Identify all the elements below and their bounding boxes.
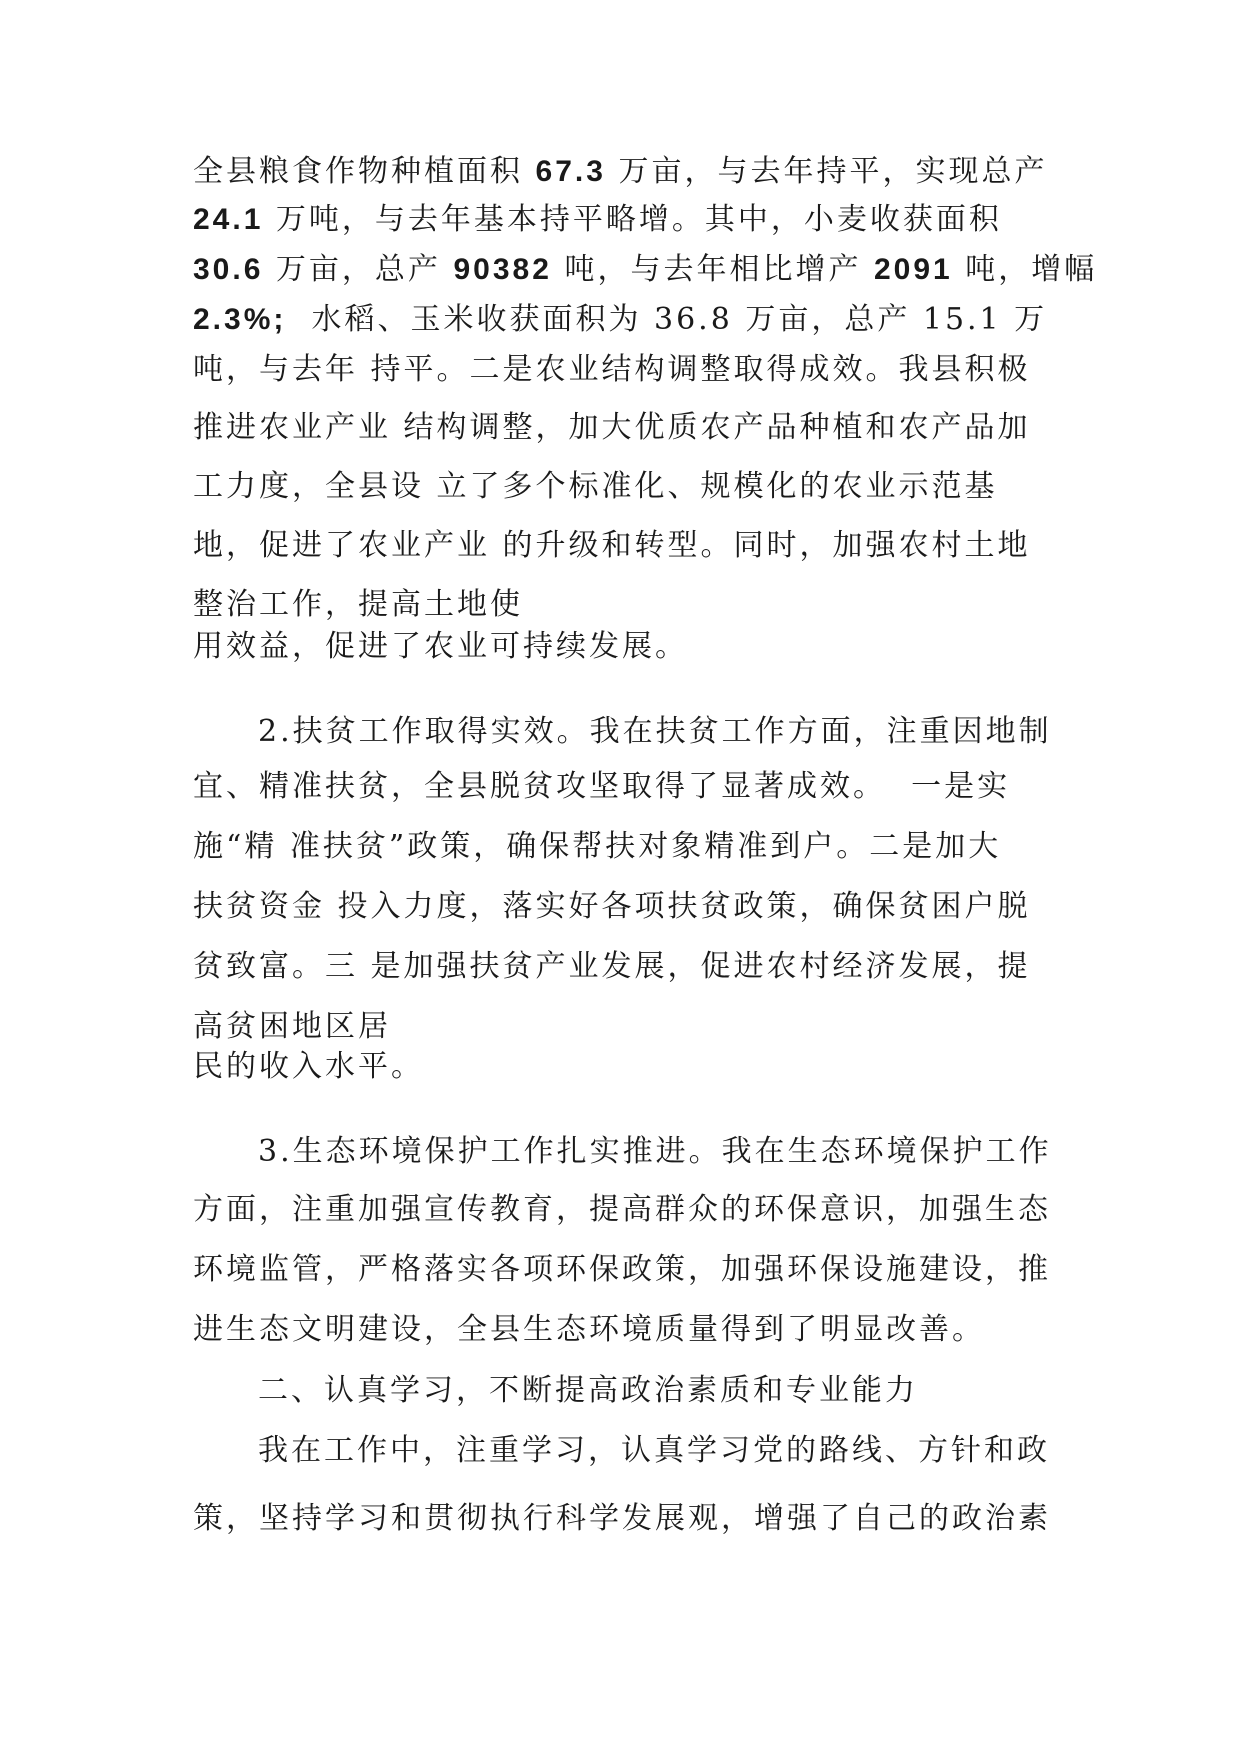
text-line [193, 827, 1001, 867]
text-run: 民的收入水平。 [193, 1049, 424, 1084]
text-run: 3.生态环境保护工作扎实推进。我在生态环境保护工作 [258, 1134, 1052, 1169]
text-run: 万亩，总产 [263, 252, 454, 287]
text-line [193, 467, 998, 507]
text-run: 整治工作，提高土地使 [193, 587, 523, 622]
text-run: 策，坚持学习和贯彻执行科学发展观，增强了自己的政治素 [193, 1501, 1051, 1536]
text-run: 方面，注重加强宣传教育，提高群众的环保意识，加强生态 [193, 1192, 1051, 1227]
text-line [193, 250, 1097, 290]
text-run: 万吨，与去年基本持平略增。其中，小麦收获面积 [263, 202, 1002, 237]
text-line [193, 1190, 1051, 1230]
text-run: 吨，与去年 持平。二是农业结构调整取得成效。我县积极 [193, 352, 1031, 387]
text-run: 推进农业产业 结构调整，加大优质农产品种植和农产品加 [193, 410, 1031, 445]
text-run: 万亩，与去年持平，实现总产 [605, 154, 1048, 189]
text-run: 地，促进了农业产业 的升级和转型。同时，加强农村土地 [193, 528, 1031, 563]
text-line [193, 200, 1002, 240]
section-heading [258, 1371, 918, 1411]
text-line [193, 947, 1031, 987]
text-run: 宜、精准扶贫，全县脱贫攻坚取得了显著成效。 一是实 [193, 769, 1011, 804]
text-line [193, 408, 1031, 448]
text-run: 二、认真学习，不断提高政治素质和专业能力 [258, 1373, 918, 1408]
text-line [193, 350, 1031, 390]
text-line [193, 152, 1047, 192]
text-line [258, 1431, 1050, 1471]
text-line [193, 767, 1010, 807]
bold-number: 24.1 [193, 203, 264, 236]
text-line [193, 526, 1031, 566]
text-run: 吨，与去年相比增产 [551, 252, 874, 287]
text-line [193, 1047, 424, 1087]
text-line [193, 585, 523, 625]
text-line [193, 1499, 1051, 1539]
text-line [258, 712, 1052, 752]
text-run: 环境监管，严格落实各项环保政策，加强环保设施建设，推 [193, 1252, 1051, 1287]
text-run: 吨，增幅 [952, 252, 1098, 287]
text-line [258, 1132, 1052, 1172]
text-run: 水稻、玉米收获面积为 36.8 万亩，总产 15.1 万 [286, 302, 1048, 337]
text-run: 工力度，全县设 立了多个标准化、规模化的农业示范基 [193, 469, 998, 504]
text-line [193, 627, 688, 667]
text-run: 我在工作中，注重学习，认真学习党的路线、方针和政 [258, 1433, 1050, 1468]
text-run: 全县粮食作物种植面积 [193, 154, 536, 189]
text-line [193, 887, 1031, 927]
text-line [193, 1007, 391, 1047]
text-run: 进生态文明建设，全县生态环境质量得到了明显改善。 [193, 1312, 985, 1347]
text-run: 2.扶贫工作取得实效。我在扶贫工作方面，注重因地制 [258, 714, 1052, 749]
text-run: 高贫困地区居 [193, 1009, 391, 1044]
bold-number: 2091 [873, 253, 953, 286]
text-line [193, 1250, 1051, 1290]
bold-number: 30.6 [193, 253, 264, 286]
bold-number: 2.3%; [193, 303, 287, 336]
text-line [193, 300, 1047, 340]
bold-number: 67.3 [535, 155, 606, 188]
text-run: 用效益，促进了农业可持续发展。 [193, 629, 688, 664]
text-run: 贫致富。三 是加强扶贫产业发展，促进农村经济发展，提 [193, 949, 1031, 984]
text-line [193, 1310, 985, 1350]
bold-number: 90382 [453, 253, 552, 286]
text-run: 扶贫资金 投入力度，落实好各项扶贫政策，确保贫困户脱 [193, 889, 1031, 924]
text-run: 施“精 准扶贫”政策，确保帮扶对象精准到户。二是加大 [193, 829, 1002, 864]
